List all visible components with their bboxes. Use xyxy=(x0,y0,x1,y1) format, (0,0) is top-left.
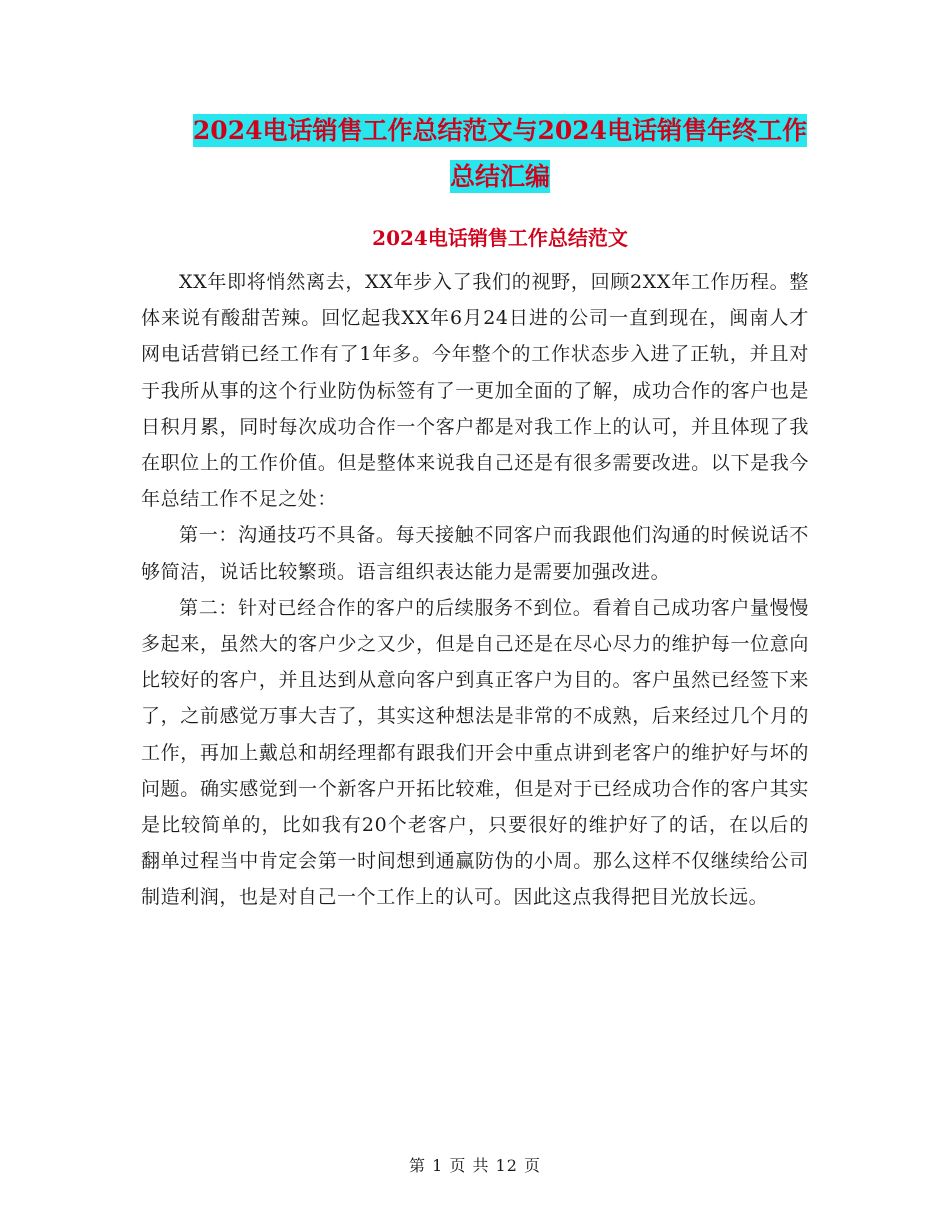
section-title: 2024电话销售工作总结范文 xyxy=(372,226,628,250)
paragraph: 第二：针对已经合作的客户的后续服务不到位。看着自己成功客户量慢慢多起来，虽然大的客户少之又少，但是自己还是在尽心尽力的维护每一位意向比较好的客户，并且达到从意向客户到真正客户为目的。客户虽然已经签下来了，之前感觉万事大吉了，其实这种想法是非常的不成熟，后来经过几个月的工作，再加上戴总和胡经理都有跟我们开会中重点讲到老客户的维护好与坏的问题。确实感觉到一个新客户开拓比较难，但是对于已经成功合作的客户其实是比较简单的，比如我有20个老客户，只要很好的维护好了的话，在以后的翻单过程当中肯定会第一时间想到通赢防伪的小周。那么这样不仅继续给公司制造利润，也是对自己一个工作上的认可。因此这点我得把目光放长远。 xyxy=(141,596,809,909)
paragraph: 第一：沟通技巧不具备。每天接触不同客户而我跟他们沟通的时候说话不够简洁，说话比较繁琐。语言组织表达能力是需要加强改进。 xyxy=(141,524,809,583)
page-footer: 第 1 页 共 12 页 xyxy=(409,1156,541,1175)
document-title xyxy=(140,108,860,200)
paragraph: XX年即将悄然离去，XX年步入了我们的视野，回顾2XX年工作历程。整体来说有酸甜苦辣。回忆起我XX年6月24日进的公司一直到现在，闽南人才网电话营销已经工作有了1年多。今年整个的工作状态步入进了正轨，并且对于我所从事的这个行业防伪标签有了一更加全面的了解，成功合作的客户也是日积月累，同时每次成功合作一个客户都是对我工作上的认可，并且体现了我在职位上的工作价值。但是整体来说我自己还是有很多需要改进。以下是我今年总结工作不足之处： xyxy=(141,271,809,511)
document-title-line-2: 总结汇编 xyxy=(449,162,550,191)
body-text xyxy=(141,264,809,916)
document-title-line-1: 2024电话销售工作总结范文与2024电话销售年终工作 xyxy=(192,116,808,145)
